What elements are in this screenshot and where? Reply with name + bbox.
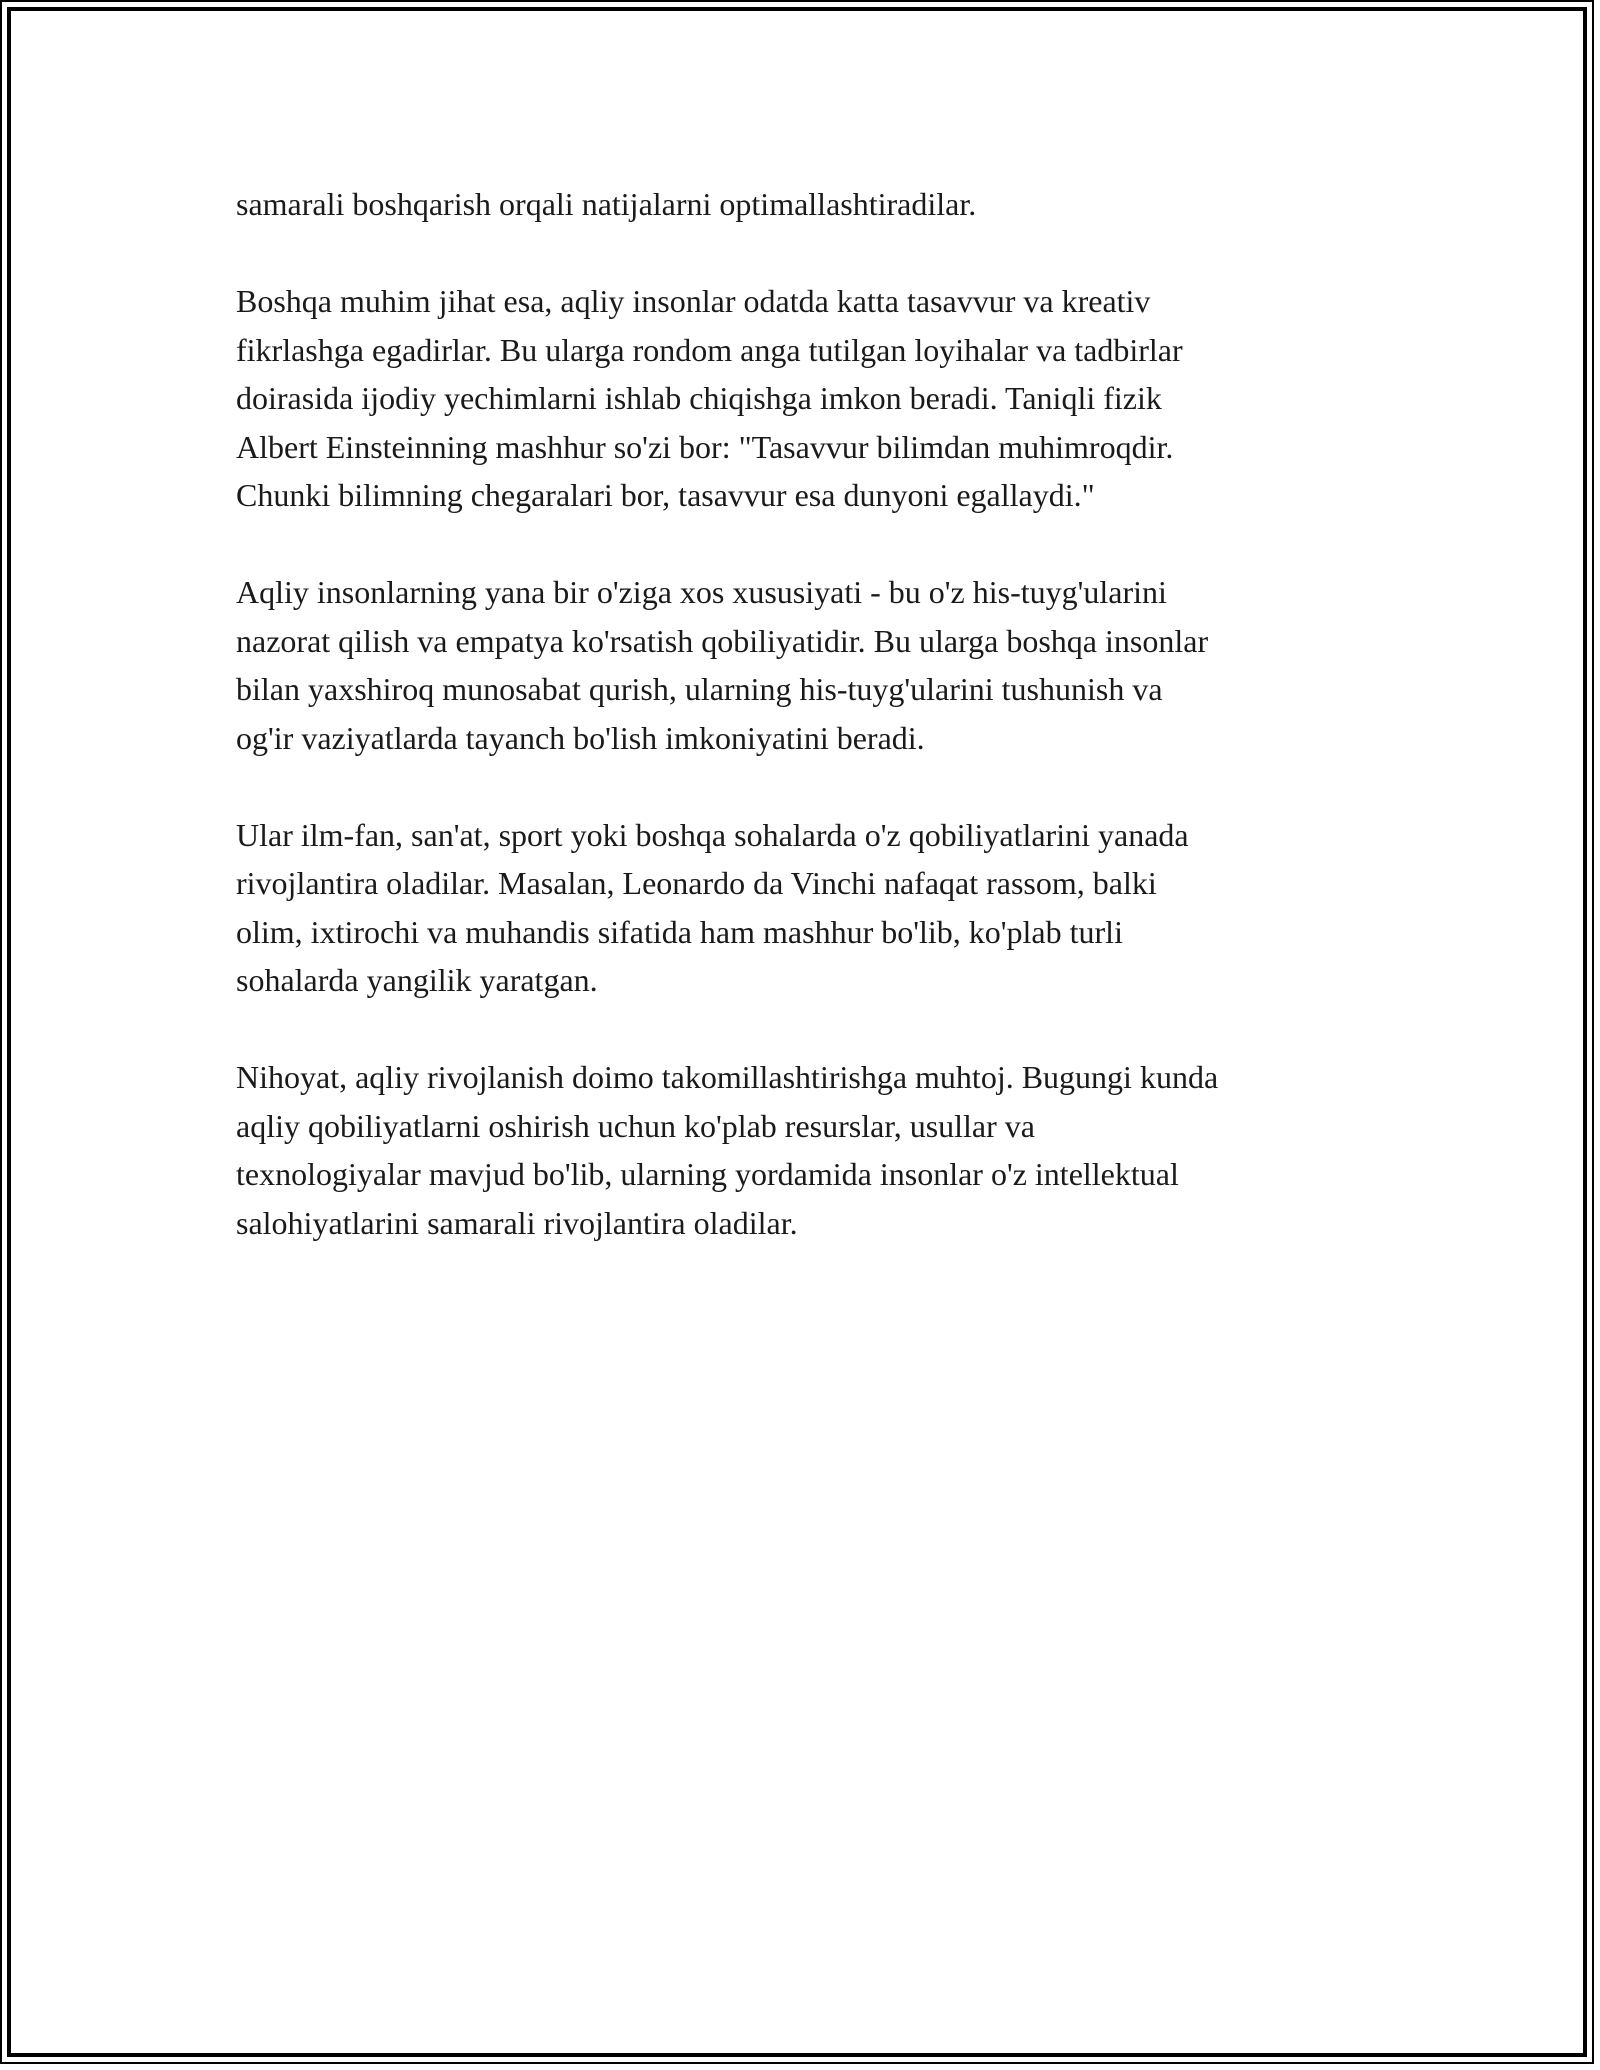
- paragraph: Aqliy insonlarning yana bir o'ziga xos xususiyati - bu o'z his-tuyg'ularini nazorat qilish va empatya ko'rsatish qobiliyatidir. Bu ularga boshqa insonlar bilan yaxshiroq munosabat qurish, ularning his-tuyg'ularini tushunish va og'ir vaziyatlarda tayanch bo'lish imkoniyatini beradi.: [236, 574, 1209, 756]
- paragraph: Boshqa muhim jihat esa, aqliy insonlar odatda katta tasavvur va kreativ fikrlashga egadirlar. Bu ularga rondom anga tutilgan loyihalar va tadbirlar doirasida ijodiy yechimlarni ishlab chiqishga imkon beradi. Taniqli fizik Albert Einsteinning mashhur so'zi bor: "Tasavvur bilimdan muhimroqdir. Chunki bilimning chegaralari bor, tasavvur esa dunyoni egallaydi.": [236, 283, 1183, 513]
- document-body: [236, 180, 1376, 1296]
- paragraph: samarali boshqarish orqali natijalarni optimallashtiradilar.: [236, 186, 977, 222]
- paragraph: Nihoyat, aqliy rivojlanish doimo takomillashtirishga muhtoj. Bugungi kunda aqliy qobiliyatlarni oshirish uchun ko'plab resurslar, usullar va texnologiyalar mavjud bo'lib, ularning yordamida insonlar o'z intellektual salohiyatlarini samarali rivojlantira oladilar.: [236, 1059, 1219, 1241]
- paragraph: Ular ilm-fan, san'at, sport yoki boshqa sohalarda o'z qobiliyatlarini yanada rivojlantira oladilar. Masalan, Leonardo da Vinchi nafaqat rassom, balki olim, ixtirochi va muhandis sifatida ham mashhur bo'lib, ko'plab turli sohalarda yangilik yaratgan.: [236, 816, 1189, 998]
